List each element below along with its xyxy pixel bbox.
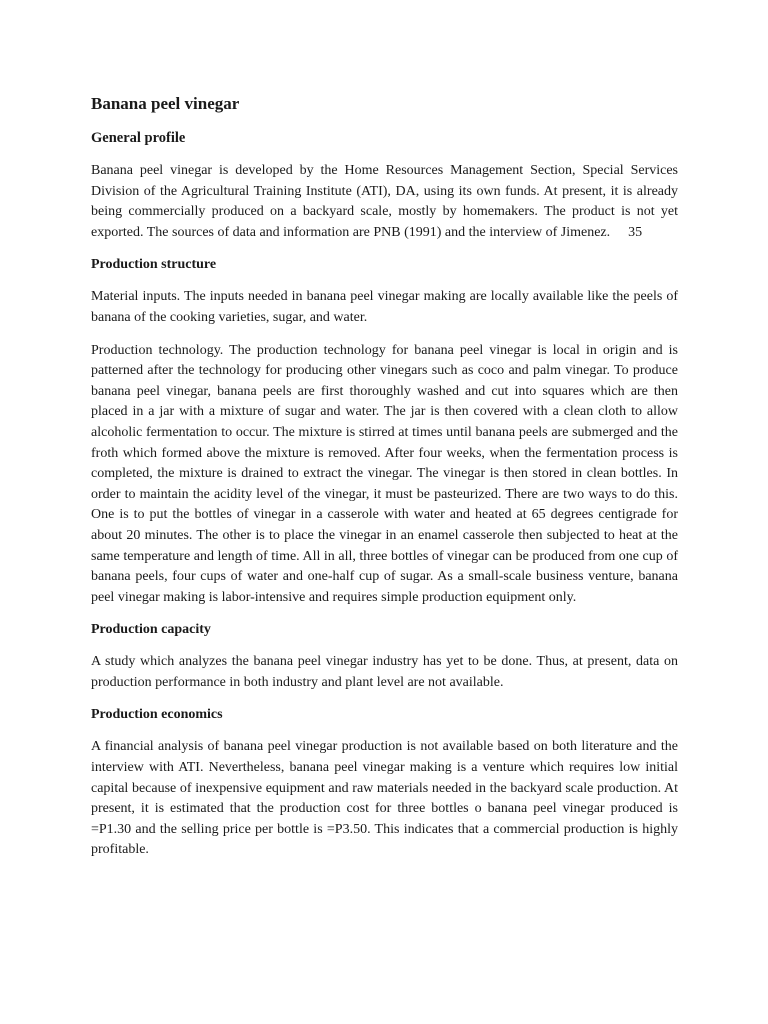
material-inputs-paragraph: Material inputs. The inputs needed in banana peel vinegar making are locally available like the peels of banana of the cooking varieties, sugar, and water. — [91, 289, 678, 325]
production-economics-heading: Production economics — [91, 707, 223, 723]
general-profile-paragraph — [91, 161, 678, 243]
general-profile-heading: General profile — [91, 130, 186, 146]
production-capacity-paragraph: A study which analyzes the banana peel vinegar industry has yet to be done. Thus, at present, data on production performance in both industry and plant level are not available. — [91, 654, 678, 690]
reference-number: 35 — [628, 224, 643, 240]
production-capacity-heading: Production capacity — [91, 622, 211, 638]
page-title: Banana peel vinegar — [91, 94, 240, 113]
production-structure-heading: Production structure — [91, 257, 217, 273]
production-economics-paragraph: A financial analysis of banana peel vinegar production is not available based on both literature and the interview with ATI. Nevertheless, banana peel vinegar making is a venture which requires low initial capital because of inexpensive equipment and raw materials needed in the backyard scale production. At present, it is estimated that the production cost for three bottles o banana peel vinegar produced is =P1.30 and the selling price per bottle is =P3.50. This indicates that a commercial production is highly profitable. — [91, 739, 678, 858]
general-profile-text: Banana peel vinegar is developed by the Home Resources Management Section, Special Services Division of the Agricultural Training Institute (ATI), DA, using its own funds. At present, it is already being commercially produced on a backyard scale, mostly by homemakers. The product is not yet exported. The sources of data and information are PNB (1991) and the interview of Jimenez. — [91, 163, 678, 240]
production-technology-paragraph: Production technology. The production technology for banana peel vinegar is local in origin and is patterned after the technology for producing other vinegars such as coco and palm vinegar. To produce banana peel vinegar, banana peels are first thoroughly washed and cut into squares which are then placed in a jar with a mixture of sugar and water. The jar is then covered with a clean cloth to allow alcoholic fermentation to occur. The mixture is stirred at times until banana peels are submerged and the froth which formed above the mixture is removed. After four weeks, when the fermentation process is completed, the mixture is drained to extract the vinegar. The vinegar is then stored in clean bottles. In order to maintain the acidity level of the vinegar, it must be pasteurized. There are two ways to do this. One is to put the bottles of vinegar in a casserole with water and heated at 65 degrees centigrade for about 20 minutes. The other is to place the vinegar in an enamel casserole then subjected to heat at the same temperature and length of time. All in all, three bottles of vinegar can be produced from one cup of banana peels, four cups of water and one-half cup of sugar. As a small-scale business venture, banana peel vinegar making is labor-intensive and requires simple production equipment only. — [91, 342, 678, 605]
document-page — [91, 93, 678, 873]
